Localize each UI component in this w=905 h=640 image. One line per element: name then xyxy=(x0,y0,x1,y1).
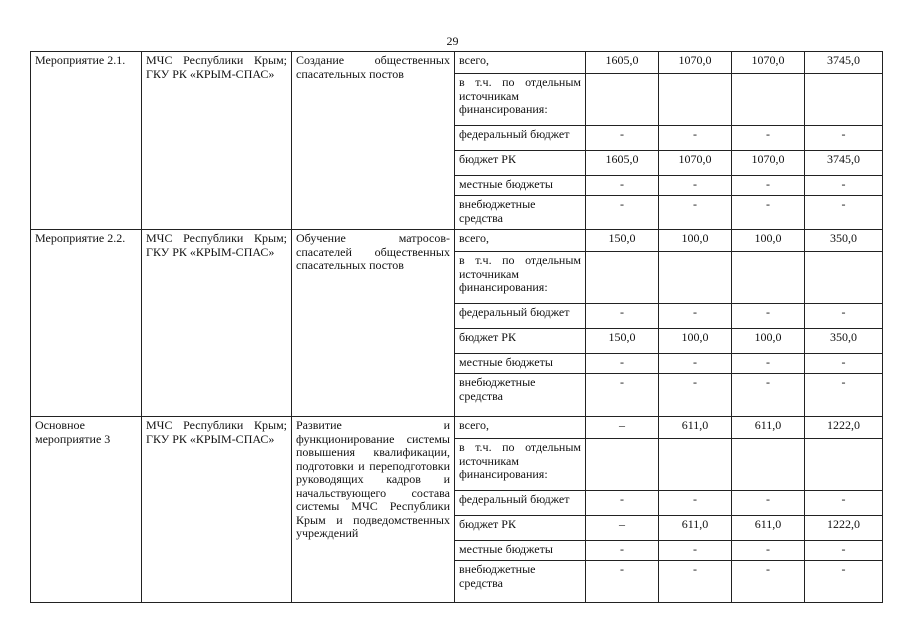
amount-cell: - xyxy=(732,561,805,603)
executor-cell: МЧС Республики Крым; ГКУ РК «КРЫМ-СПАС» xyxy=(142,417,292,603)
funding-source-label: внебюджетные средства xyxy=(455,196,586,230)
funding-source-label: в т.ч. по отдельным источникам финансирования: xyxy=(455,439,586,491)
amount-cell xyxy=(659,252,732,304)
amount-cell: - xyxy=(659,354,732,374)
amount-cell: - xyxy=(586,196,659,230)
amount-cell: - xyxy=(805,176,883,196)
amount-cell: 3745,0 xyxy=(805,151,883,176)
amount-cell: - xyxy=(659,374,732,417)
amount-cell: - xyxy=(732,374,805,417)
amount-cell xyxy=(586,439,659,491)
amount-cell: - xyxy=(659,541,732,561)
executor-cell: МЧС Республики Крым; ГКУ РК «КРЫМ-СПАС» xyxy=(142,230,292,417)
measure-cell: Мероприятие 2.1. xyxy=(31,52,142,230)
amount-cell: 100,0 xyxy=(659,329,732,354)
funding-source-label: федеральный бюджет xyxy=(455,126,586,151)
amount-cell xyxy=(732,74,805,126)
amount-cell: - xyxy=(805,304,883,329)
amount-cell: - xyxy=(586,176,659,196)
funding-source-label: в т.ч. по отдельным источникам финансирования: xyxy=(455,252,586,304)
amount-cell xyxy=(732,252,805,304)
funding-source-label: федеральный бюджет xyxy=(455,491,586,516)
amount-cell: - xyxy=(805,196,883,230)
amount-cell xyxy=(805,74,883,126)
amount-cell: – xyxy=(586,516,659,541)
amount-cell: 1222,0 xyxy=(805,417,883,439)
table-row xyxy=(31,230,883,252)
measure-title-cell: Обучение матросов-спасателей общественных спасательных постов xyxy=(292,230,455,417)
amount-cell: - xyxy=(732,354,805,374)
amount-cell: - xyxy=(659,196,732,230)
amount-cell: - xyxy=(805,374,883,417)
amount-cell: - xyxy=(732,196,805,230)
funding-source-label: в т.ч. по отдельным источникам финансирования: xyxy=(455,74,586,126)
funding-source-label: всего, xyxy=(455,417,586,439)
amount-cell: – xyxy=(586,417,659,439)
measure-cell: Мероприятие 2.2. xyxy=(31,230,142,417)
amount-cell: - xyxy=(732,176,805,196)
amount-cell: - xyxy=(805,126,883,151)
amount-cell: 3745,0 xyxy=(805,52,883,74)
amount-cell xyxy=(732,439,805,491)
amount-cell: - xyxy=(732,541,805,561)
amount-cell: 150,0 xyxy=(586,230,659,252)
amount-cell: 150,0 xyxy=(586,329,659,354)
amount-cell: 100,0 xyxy=(659,230,732,252)
funding-table xyxy=(30,51,883,603)
funding-source-label: местные бюджеты xyxy=(455,541,586,561)
amount-cell xyxy=(805,439,883,491)
measure-title-cell: Развитие и функционирование системы повышения квалификации, подготовки и переподготовки руководящих кадров и начальствующего состава системы МЧС Республики Крым и подведомственных учреждений xyxy=(292,417,455,603)
funding-source-label: федеральный бюджет xyxy=(455,304,586,329)
amount-cell: - xyxy=(659,176,732,196)
amount-cell: - xyxy=(805,561,883,603)
amount-cell: 611,0 xyxy=(732,417,805,439)
funding-source-label: внебюджетные средства xyxy=(455,374,586,417)
amount-cell: - xyxy=(586,491,659,516)
amount-cell: - xyxy=(732,491,805,516)
amount-cell: 611,0 xyxy=(659,516,732,541)
amount-cell: 100,0 xyxy=(732,230,805,252)
funding-source-label: местные бюджеты xyxy=(455,176,586,196)
amount-cell: 350,0 xyxy=(805,329,883,354)
funding-source-label: бюджет РК xyxy=(455,151,586,176)
measure-cell: Основное мероприятие 3 xyxy=(31,417,142,603)
funding-source-label: местные бюджеты xyxy=(455,354,586,374)
amount-cell: - xyxy=(659,561,732,603)
amount-cell xyxy=(659,74,732,126)
amount-cell: - xyxy=(732,304,805,329)
amount-cell: - xyxy=(805,354,883,374)
amount-cell: - xyxy=(586,541,659,561)
amount-cell: 1070,0 xyxy=(732,52,805,74)
funding-source-label: бюджет РК xyxy=(455,516,586,541)
amount-cell: - xyxy=(659,491,732,516)
page-number: 29 xyxy=(446,34,459,48)
amount-cell: 1070,0 xyxy=(659,52,732,74)
funding-source-label: бюджет РК xyxy=(455,329,586,354)
amount-cell: - xyxy=(659,126,732,151)
measure-title-cell: Создание общественных спасательных постов xyxy=(292,52,455,230)
amount-cell: - xyxy=(805,491,883,516)
funding-source-label: всего, xyxy=(455,52,586,74)
table-row xyxy=(31,52,883,74)
amount-cell: - xyxy=(586,354,659,374)
amount-cell: - xyxy=(586,374,659,417)
amount-cell xyxy=(805,252,883,304)
amount-cell: 1605,0 xyxy=(586,52,659,74)
amount-cell: 1605,0 xyxy=(586,151,659,176)
amount-cell: - xyxy=(586,126,659,151)
amount-cell: - xyxy=(586,561,659,603)
amount-cell: - xyxy=(732,126,805,151)
amount-cell: 100,0 xyxy=(732,329,805,354)
funding-source-label: внебюджетные средства xyxy=(455,561,586,603)
amount-cell: 1222,0 xyxy=(805,516,883,541)
amount-cell: - xyxy=(659,304,732,329)
amount-cell: 1070,0 xyxy=(732,151,805,176)
amount-cell: 611,0 xyxy=(659,417,732,439)
amount-cell xyxy=(659,439,732,491)
amount-cell: 350,0 xyxy=(805,230,883,252)
amount-cell: 1070,0 xyxy=(659,151,732,176)
amount-cell xyxy=(586,74,659,126)
table-row xyxy=(31,417,883,439)
funding-source-label: всего, xyxy=(455,230,586,252)
amount-cell: 611,0 xyxy=(732,516,805,541)
executor-cell: МЧС Республики Крым; ГКУ РК «КРЫМ-СПАС» xyxy=(142,52,292,230)
amount-cell: - xyxy=(586,304,659,329)
amount-cell xyxy=(586,252,659,304)
amount-cell: - xyxy=(805,541,883,561)
